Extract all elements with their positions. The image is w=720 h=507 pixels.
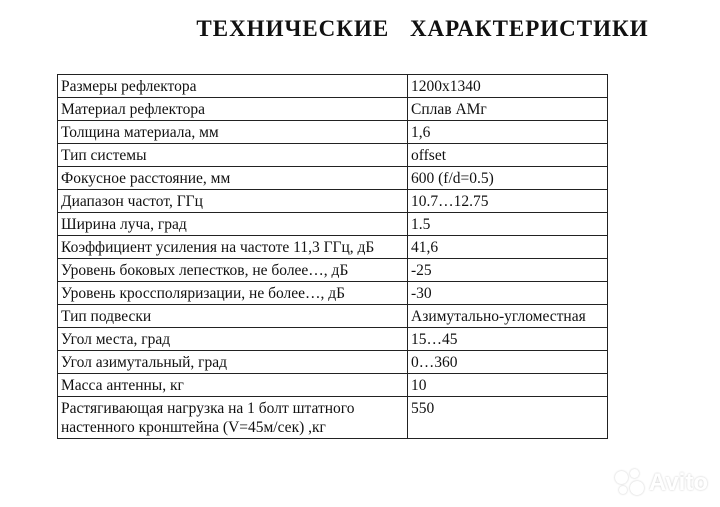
spec-table [57,74,608,439]
spec-value: 1200x1340 [408,75,608,98]
spec-value: Сплав АМг [408,98,608,121]
page-title: ТЕХНИЧЕСКИЕ ХАРАКТЕРИСТИКИ [196,16,649,41]
table-row [58,374,608,397]
spec-value: 600 (f/d=0.5) [408,167,608,190]
table-row [58,282,608,305]
spec-value: 1,6 [408,121,608,144]
table-row [58,98,608,121]
spec-value: offset [408,144,608,167]
table-row [58,213,608,236]
spec-key: Угол места, град [58,328,408,351]
table-row [58,236,608,259]
spec-key: Ширина луча, град [58,213,408,236]
table-row [58,121,608,144]
table-row [58,167,608,190]
spec-key: Тип системы [58,144,408,167]
spec-value: 41,6 [408,236,608,259]
spec-value: -25 [408,259,608,282]
spec-value: 15…45 [408,328,608,351]
spec-key: Уровень кроссполяризации, не более…, дБ [58,282,408,305]
table-row [58,259,608,282]
spec-value: -30 [408,282,608,305]
table-row [58,144,608,167]
spec-key: Коэффициент усиления на частоте 11,3 ГГц, дБ [58,236,408,259]
table-row [58,397,608,439]
table-row [58,190,608,213]
table-row [58,351,608,374]
table-row [58,305,608,328]
spec-key: Диапазон частот, ГГц [58,190,408,213]
spec-value: 1.5 [408,213,608,236]
spec-key: Материал рефлектора [58,98,408,121]
avito-watermark-text: Avito [648,469,708,496]
spec-key: Толщина материала, мм [58,121,408,144]
spec-key: Масса антенны, кг [58,374,408,397]
spec-key: Фокусное расстояние, мм [58,167,408,190]
spec-value: Азимутально-угломестная [408,305,608,328]
table-row [58,75,608,98]
avito-watermark [615,469,708,497]
spec-value: 10 [408,374,608,397]
spec-key: Размеры рефлектора [58,75,408,98]
spec-value: 550 [408,397,608,439]
spec-value: 0…360 [408,351,608,374]
spec-key: Тип подвески [58,305,408,328]
spec-key: Уровень боковых лепестков, не более…, дБ [58,259,408,282]
avito-logo-icon [615,469,645,497]
table-row [58,328,608,351]
spec-value: 10.7…12.75 [408,190,608,213]
spec-key: Растягивающая нагрузка на 1 болт штатного настенного кронштейна (V=45м/сек) ,кг [58,397,408,439]
spec-key: Угол азимутальный, град [58,351,408,374]
